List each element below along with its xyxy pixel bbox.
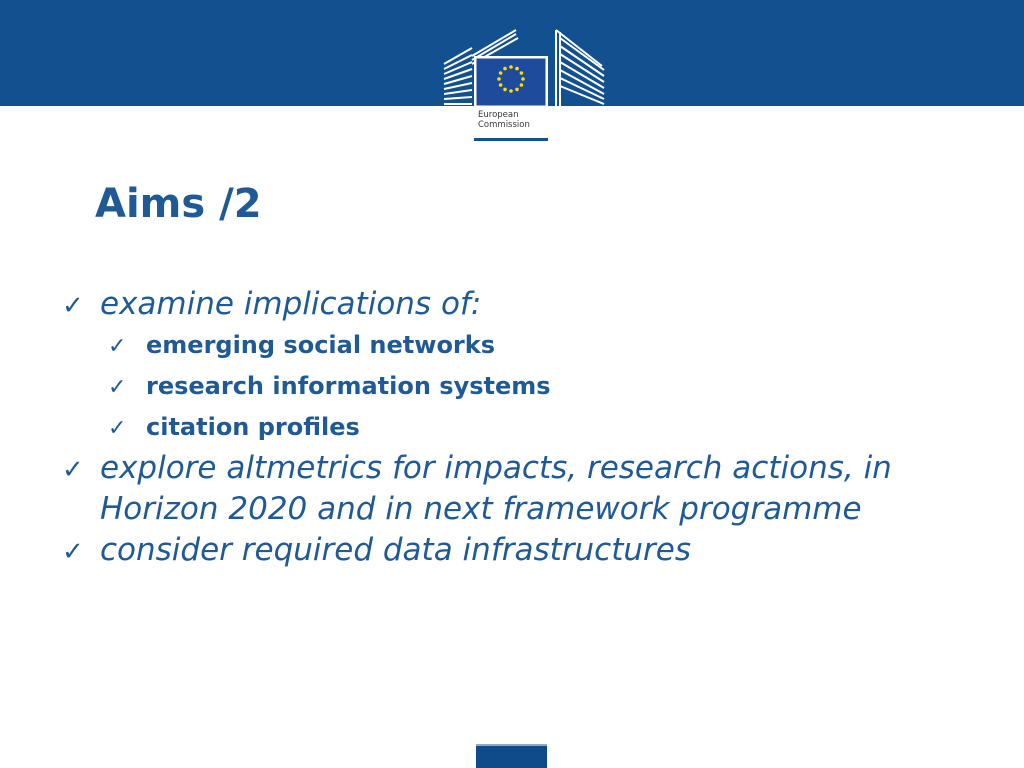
sub-list-item-text: research information systems xyxy=(146,372,551,400)
list-item xyxy=(62,448,962,530)
checkmark-icon: ✓ xyxy=(62,455,84,485)
sub-list-item xyxy=(108,366,962,407)
list-item xyxy=(62,284,962,325)
checkmark-icon: ✓ xyxy=(62,537,84,567)
sub-list-item-text: emerging social networks xyxy=(146,331,496,359)
list-item-text: examine implications of: xyxy=(100,286,482,322)
checkmark-icon: ✓ xyxy=(108,375,127,400)
checkmark-icon: ✓ xyxy=(108,334,127,359)
list-item-text: consider required data infrastructures xyxy=(100,532,691,568)
footer-flag xyxy=(476,744,547,768)
european-commission-logo xyxy=(442,26,606,144)
checkmark-icon: ✓ xyxy=(62,291,84,321)
list-item xyxy=(62,530,962,571)
slide-title: Aims /2 xyxy=(95,181,262,227)
sub-list-item xyxy=(108,407,962,448)
sub-list-item-text: citation profiles xyxy=(146,413,360,441)
aims-list xyxy=(62,284,962,571)
logo-wordmark xyxy=(478,110,548,130)
sub-list-item xyxy=(108,325,962,366)
logo-line-european: European xyxy=(478,110,519,120)
logo-line-commission: Commission xyxy=(478,120,530,130)
list-item-text: explore altmetrics for impacts, research actions, in Horizon 2020 and in next framework programme xyxy=(100,450,892,527)
checkmark-icon: ✓ xyxy=(108,416,127,441)
